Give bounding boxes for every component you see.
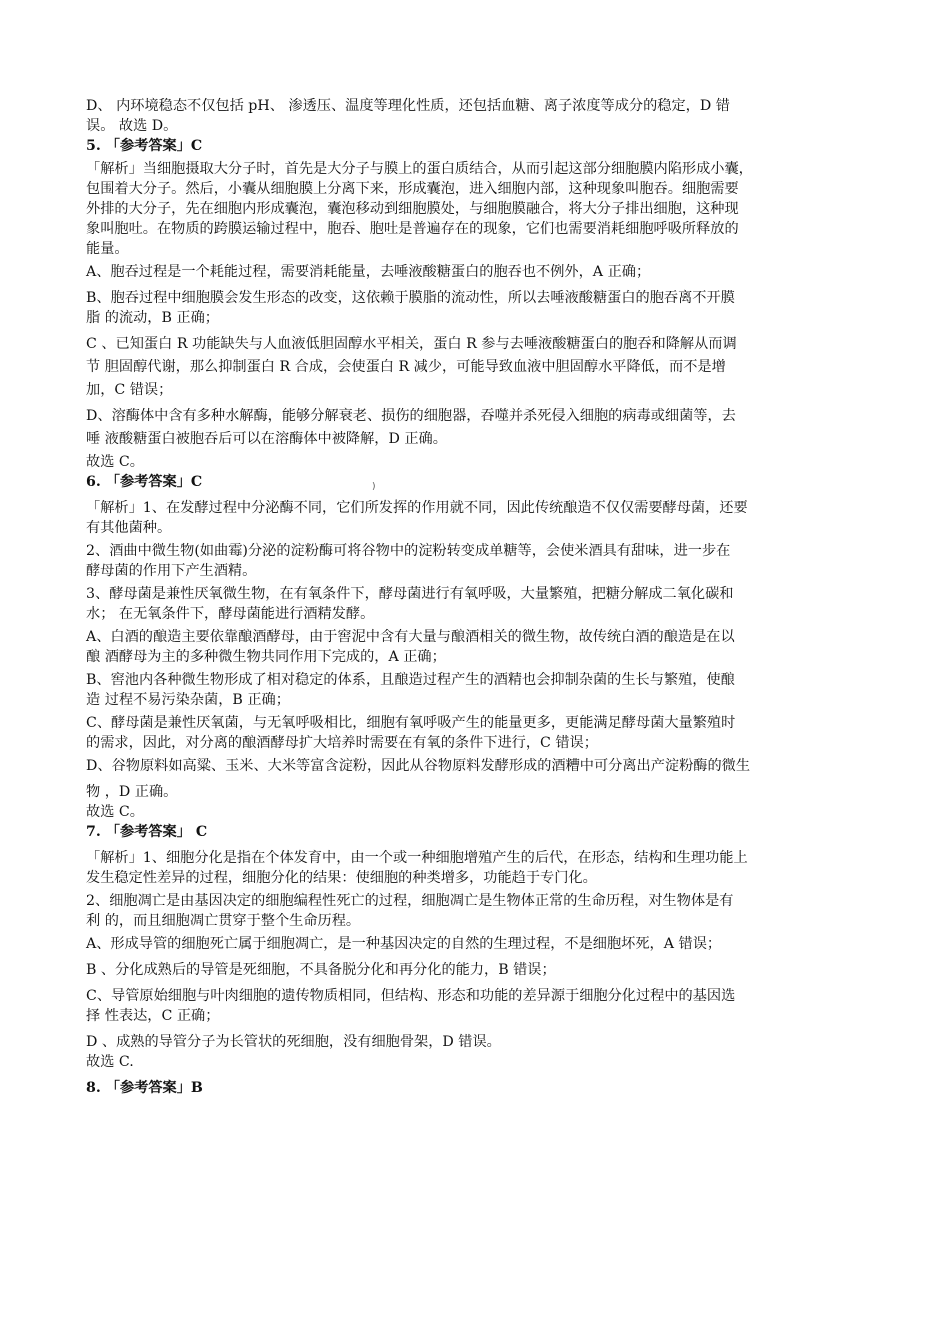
- option-7c: 择 性表达，C 正确；: [86, 1008, 220, 1024]
- conclusion-6: 故选 C。: [86, 804, 144, 820]
- document-body: [86, 96, 866, 1098]
- analysis-6-line: 水； 在无氧条件下，酵母菌能进行酒精发酵。: [86, 606, 375, 622]
- analysis-5-line: 包围着大分子。然后，小囊从细胞膜上分离下来，形成囊泡，进入细胞内部，这种现象叫胞吞。细胞需要: [86, 181, 739, 197]
- option-5d: D、溶酶体中含有多种水解酶，能够分解衰老、损伤的细胞器，吞噬并杀死侵入细胞的病毒或细菌等，去: [86, 408, 736, 424]
- option-6d: D、谷物原料如高粱、玉米、大米等富含淀粉，因此从谷物原料发酵形成的酒糟中可分离出产淀粉酶的微生: [86, 758, 751, 774]
- analysis-6-line: 有其他菌种。: [86, 520, 172, 536]
- option-5d: 唾 液酸糖蛋白被胞吞后可以在溶酶体中被降解，D 正确。: [86, 431, 447, 447]
- analysis-7-line: 2、细胞凋亡是由基因决定的细胞编程性死亡的过程，细胞凋亡是生物体正常的生命历程，对生物体是有: [86, 893, 734, 909]
- analysis-5-line: 象叫胞吐。在物质的跨膜运输过程中，胞吞、胞吐是普遍存在的现象，它们也需要消耗细胞呼吸所释放的: [86, 221, 739, 237]
- analysis-7-line: 发生稳定性差异的过程，细胞分化的结果：使细胞的种类增多，功能趋于专门化。: [86, 870, 597, 886]
- option-5a: A、胞吞过程是一个耗能过程，需要消耗能量，去唾液酸糖蛋白的胞吞也不例外，A 正确；: [86, 264, 651, 280]
- option-7b: B 、分化成熟后的导管是死细胞，不具备脱分化和再分化的能力，B 错误；: [86, 962, 556, 978]
- option-6b: B、窖池内各种微生物形成了相对稳定的体系，且酿造过程产生的酒精也会抑制杂菌的生长与繁殖，使酿: [86, 672, 735, 688]
- option-7a: A、形成导管的细胞死亡属于细胞凋亡，是一种基因决定的自然的生理过程，不是细胞坏死，A 错误；: [86, 936, 722, 952]
- analysis-6-line: 酵母菌的作用下产生酒精。: [86, 563, 257, 579]
- option-6c: 的需求，因此，对分离的酿酒酵母扩大培养时需要在有氧的条件下进行，C 错误；: [86, 735, 598, 751]
- line-q4-conclusion: 误。 故选 D。: [86, 118, 178, 134]
- option-5b: B、胞吞过程中细胞膜会发生形态的改变，这依赖于膜脂的流动性，所以去唾液酸糖蛋白的胞吞离不开膜: [86, 290, 735, 306]
- conclusion-5: 故选 C。: [86, 454, 144, 470]
- line-q4-d: D、 内环境稳态不仅包括 pH、 渗透压、温度等理化性质，还包括血糖、离子浓度等成分的稳定，D 错: [86, 98, 730, 114]
- option-6a: 酿 酒酵母为主的多种微生物共同作用下完成的，A 正确；: [86, 649, 446, 665]
- conclusion-7: 故选 C.: [86, 1054, 134, 1070]
- analysis-5-line: 「解析」当细胞摄取大分子时，首先是大分子与膜上的蛋白质结合，从而引起这部分细胞膜内陷形成小囊，: [86, 161, 753, 177]
- analysis-6-line: 3、酵母菌是兼性厌氧微生物，在有氧条件下，酵母菌进行有氧呼吸，大量繁殖，把糖分解成二氧化碳和: [86, 586, 734, 602]
- option-7d: D 、成熟的导管分子为长管状的死细胞，没有细胞骨架，D 错误。: [86, 1034, 501, 1050]
- option-5c: C 、已知蛋白 R 功能缺失与人血液低胆固醇水平相关，蛋白 R 参与去唾液酸糖蛋白的胞吞和降解从而调: [86, 336, 737, 352]
- option-6c: C、酵母菌是兼性厌氧菌，与无氧呼吸相比，细胞有氧呼吸产生的能量更多，更能满足酵母菌大量繁殖时: [86, 715, 736, 731]
- answer-7-heading: 7. 「参考答案」 C: [86, 824, 208, 840]
- analysis-6-line: 2、酒曲中微生物(如曲霉)分泌的淀粉酶可将谷物中的淀粉转变成单糖等，会使米酒具有甜味，进一步在: [86, 543, 731, 559]
- analysis-5-line: 能量。: [86, 241, 129, 257]
- option-7c: C、导管原始细胞与叶肉细胞的遗传物质相同，但结构、形态和功能的差异源于细胞分化过程中的基因选: [86, 988, 736, 1004]
- option-5c: 节 胆固醇代谢，那么抑制蛋白 R 合成，会使蛋白 R 减少，可能导致血液中胆固醇水平降低，而不是增: [86, 359, 726, 375]
- analysis-7-line: 「解析」1、细胞分化是指在个体发育中，由一个或一种细胞增殖产生的后代，在形态，结构和生理功能上: [86, 850, 748, 866]
- analysis-7-line: 利 的，而且细胞凋亡贯穿于整个生命历程。: [86, 913, 361, 929]
- option-6d: 物 ，D 正确。: [86, 784, 178, 800]
- option-6b: 造 过程不易污染杂菌，B 正确；: [86, 692, 290, 708]
- answer-5-heading: 5. 「参考答案」C: [86, 138, 203, 154]
- analysis-6-line: 「解析」1、在发酵过程中分泌酶不同，它们所发挥的作用就不同，因此传统酿造不仅仅需要酵母菌，还要: [86, 500, 748, 516]
- option-5b: 脂 的流动，B 正确；: [86, 310, 219, 326]
- answer-6-heading: 6. 「参考答案」C: [86, 474, 203, 490]
- stray-mark: ): [372, 482, 376, 492]
- option-5c: 加，C 错误；: [86, 382, 173, 398]
- answer-8-heading: 8. 「参考答案」B: [86, 1080, 203, 1096]
- option-6a: A、白酒的酿造主要依靠酿酒酵母，由于窖泥中含有大量与酿酒相关的微生物，故传统白酒的酿造是在以: [86, 629, 735, 645]
- analysis-5-line: 外排的大分子，先在细胞内形成囊泡，囊泡移动到细胞膜处，与细胞膜融合，将大分子排出细胞，这种现: [86, 201, 739, 217]
